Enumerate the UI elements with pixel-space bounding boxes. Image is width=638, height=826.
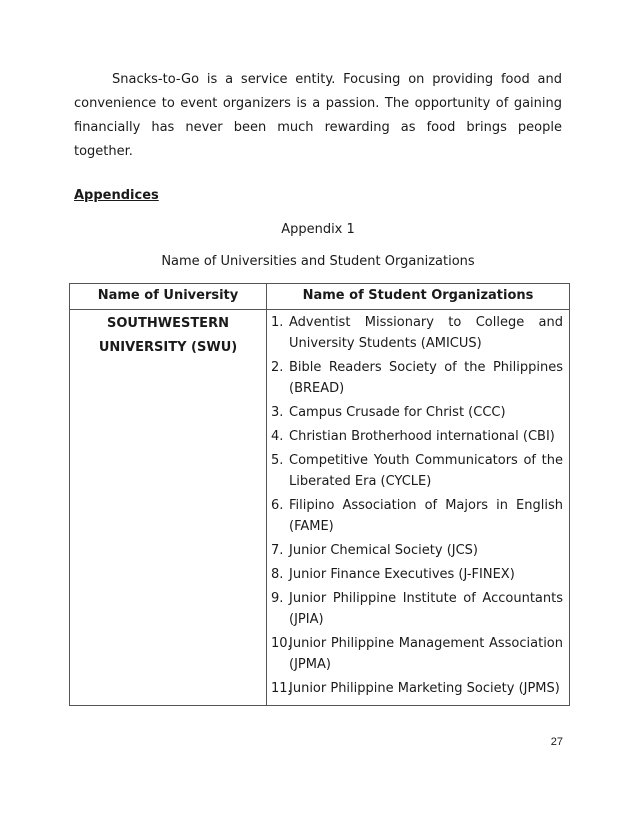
item-number: 3. — [271, 405, 284, 420]
table-caption: Name of Universities and Student Organizations — [161, 254, 475, 269]
table-row — [70, 310, 570, 706]
list-item — [271, 495, 563, 537]
list-item — [271, 402, 563, 423]
item-text: Bible Readers Society of the Philippines (BREAD) — [289, 360, 563, 396]
item-text: Junior Philippine Institute of Accountants (JPIA) — [289, 591, 563, 627]
item-text: Campus Crusade for Christ (CCC) — [289, 405, 506, 420]
item-number: 4. — [271, 429, 284, 444]
item-text: Junior Philippine Management Association (JPMA) — [289, 636, 563, 672]
item-text: Junior Chemical Society (JCS) — [289, 543, 478, 558]
item-number: 8. — [271, 567, 284, 582]
list-item — [271, 450, 563, 492]
item-text: Junior Finance Executives (J-FINEX) — [289, 567, 515, 582]
list-item — [271, 426, 563, 447]
item-text: Competitive Youth Communicators of the Liberated Era (CYCLE) — [289, 453, 563, 489]
organizations-cell — [267, 310, 570, 706]
list-item — [271, 540, 563, 561]
list-item — [271, 357, 563, 399]
item-number: 6. — [271, 498, 284, 513]
university-name: SOUTHWESTERN UNIVERSITY (SWU) — [70, 310, 267, 706]
appendix-title: Appendix 1 — [281, 222, 355, 237]
item-text: Christian Brotherhood international (CBI) — [289, 429, 555, 444]
item-number: 7. — [271, 543, 284, 558]
item-number: 5. — [271, 453, 284, 468]
list-item — [271, 678, 563, 699]
intro-paragraph: Snacks-to-Go is a service entity. Focusing on providing food and convenience to event organizers is a passion. The opportunity of gaining financially has never been much rewarding as food brings people together. — [74, 72, 562, 159]
header-university: Name of University — [70, 284, 267, 310]
list-item — [271, 312, 563, 354]
item-number: 2. — [271, 360, 284, 375]
section-heading: Appendices — [74, 188, 159, 203]
item-text: Junior Philippine Marketing Society (JPMS) — [289, 681, 560, 696]
item-number: 10. — [271, 636, 292, 651]
item-number: 1. — [271, 315, 284, 330]
page-number: 27 — [550, 736, 563, 748]
list-item — [271, 564, 563, 585]
item-number: 11. — [271, 681, 292, 696]
item-number: 9. — [271, 591, 284, 606]
organizations-table — [69, 283, 570, 706]
header-organizations: Name of Student Organizations — [267, 284, 570, 310]
list-item — [271, 633, 563, 675]
organizations-list — [271, 312, 563, 699]
item-text: Adventist Missionary to College and University Students (AMICUS) — [289, 315, 563, 351]
table-header-row — [70, 284, 570, 310]
list-item — [271, 588, 563, 630]
item-text: Filipino Association of Majors in English (FAME) — [289, 498, 563, 534]
